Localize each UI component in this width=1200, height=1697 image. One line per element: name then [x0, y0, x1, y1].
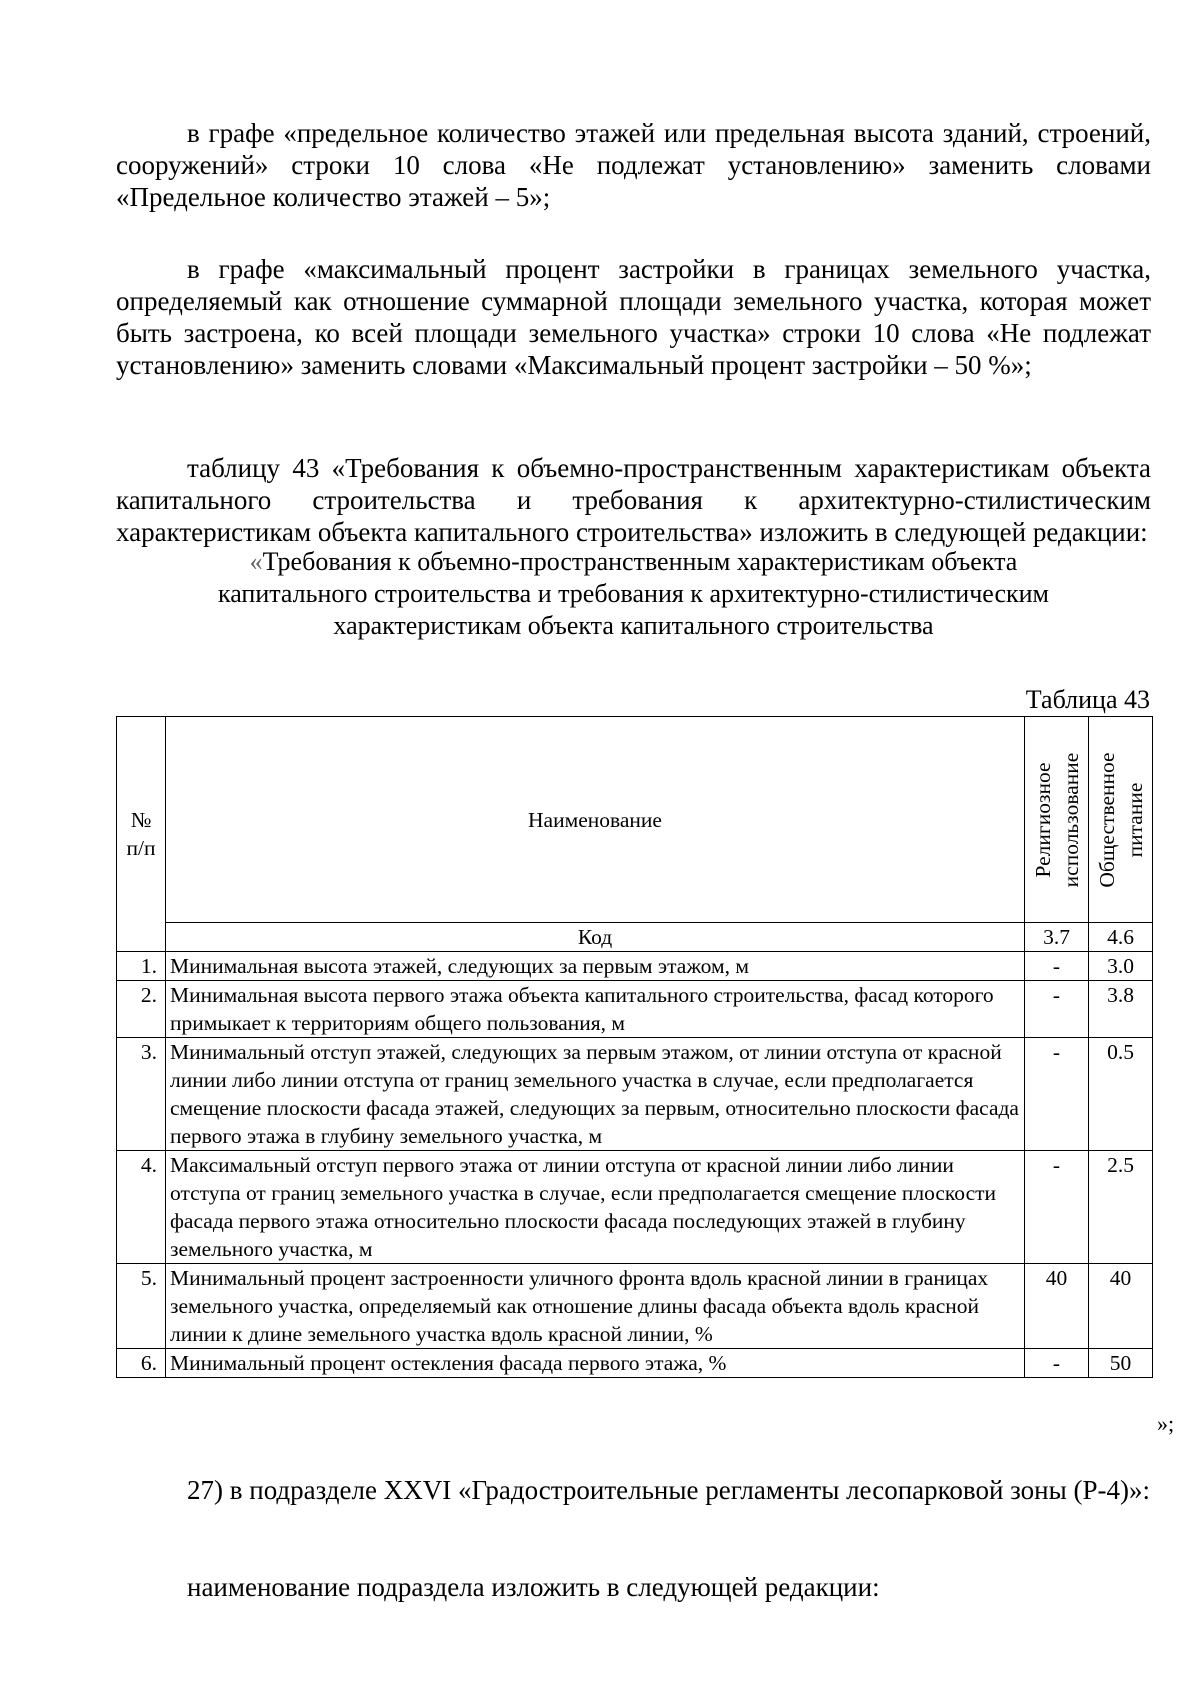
row-col2: 3.8: [1089, 981, 1153, 1038]
code-row: [117, 923, 1153, 952]
table-row: [117, 1349, 1153, 1378]
row-col1: -: [1025, 1349, 1089, 1378]
table-row: [117, 1151, 1153, 1264]
row-col2: 3.0: [1089, 952, 1153, 981]
row-num: 6.: [117, 1349, 166, 1378]
table-header-row: [117, 717, 1153, 923]
row-name: Минимальный процент застроенности уличного фронта вдоль красной линии в границах земельного участка, определяемый как отношение длины фасада объекта вдоль красной линии к длине земельного участка вдоль красной линии, %: [166, 1264, 1025, 1349]
paragraph-building-percent: в графе «максимальный процент застройки в границах земельного участка, определяемый как отношение суммарной площади земельного участка, которая может быть застроена, ко всей площади земельного участка» строки 10 слова «Не подлежат установлению» заменить словами «Максимальный процент застройки – 50 %»;: [116, 254, 1151, 380]
table-end-quote: »;: [1157, 1411, 1175, 1436]
code-col1: 3.7: [1025, 923, 1089, 952]
row-col1: -: [1025, 952, 1089, 981]
row-num: 4.: [117, 1151, 166, 1264]
row-name: Минимальная высота этажей, следующих за первым этажом, м: [166, 952, 1025, 981]
table-caption: Таблица 43: [1025, 685, 1150, 714]
row-col2: 0.5: [1089, 1038, 1153, 1151]
row-col1: 40: [1025, 1264, 1089, 1349]
header-col1: [1025, 717, 1089, 923]
table-title-open-quote: «: [249, 547, 263, 576]
row-name: Минимальный отступ этажей, следующих за первым этажом, от линии отступа от красной линии либо линии отступа от границ земельного участка в случае, если предполагается смещение плоскости фасада этажей, следующих за первым, относительно плоскости фасада первого этажа в глубину земельного участка, м: [166, 1038, 1025, 1151]
paragraph-floors: в графе «предельное количество этажей или предельная высота зданий, строений, сооружений» строки 10 слова «Не подлежат установлению» заменить словами «Предельное количество этажей – 5»;: [116, 118, 1151, 212]
table-title-text-1: Требования к объемно-пространственным характеристикам объекта: [262, 547, 1018, 576]
row-num: 1.: [117, 952, 166, 981]
row-col1: -: [1025, 1038, 1089, 1151]
paragraph-subsection-name: наименование подраздела изложить в следующей редакции:: [187, 1572, 880, 1602]
paragraph-item-27: 27) в подразделе XXVI «Градостроительные регламенты лесопарковой зоны (Р-4)»:: [187, 1475, 1150, 1505]
row-col2: 50: [1089, 1349, 1153, 1378]
row-name: Минимальная высота первого этажа объекта капитального строительства, фасад которого примыкает к территориям общего пользования, м: [166, 981, 1025, 1038]
row-name: Максимальный отступ первого этажа от линии отступа от красной линии либо линии отступа от границ земельного участка в случае, если предполагается смещение плоскости фасада первого этажа относительно плоскости фасада последующих этажей в глубину земельного участка, м: [166, 1151, 1025, 1264]
table-title-line-1: [116, 546, 1151, 578]
header-col2: [1089, 717, 1153, 923]
row-num: 3.: [117, 1038, 166, 1151]
header-num: № п/п: [117, 717, 166, 952]
header-name: Наименование: [166, 717, 1025, 923]
table-title-line-3: характеристикам объекта капитального строительства: [333, 611, 934, 640]
row-col1: -: [1025, 981, 1089, 1038]
table-row: [117, 1264, 1153, 1349]
header-col2-text: Общественное питание: [1094, 751, 1147, 888]
requirements-table: [116, 716, 1153, 1378]
table-row: [117, 1038, 1153, 1151]
paragraph-table-43-intro: таблицу 43 «Требования к объемно-пространственным характеристикам объекта капитального строительства и требования к архитектурно-стилистическим характеристикам объекта капитального строительства» изложить в следующей редакции:: [116, 453, 1151, 547]
row-col1: -: [1025, 1151, 1089, 1264]
row-col2: 2.5: [1089, 1151, 1153, 1264]
header-col1-text: Религиозное использование: [1030, 752, 1083, 887]
row-num: 5.: [117, 1264, 166, 1349]
code-label: Код: [166, 923, 1025, 952]
code-col2: 4.6: [1089, 923, 1153, 952]
row-name: Минимальный процент остекления фасада первого этажа, %: [166, 1349, 1025, 1378]
row-num: 2.: [117, 981, 166, 1038]
table-row: [117, 952, 1153, 981]
row-col2: 40: [1089, 1264, 1153, 1349]
table-row: [117, 981, 1153, 1038]
table-title-line-2: капитального строительства и требования к архитектурно-стилистическим: [217, 579, 1050, 608]
